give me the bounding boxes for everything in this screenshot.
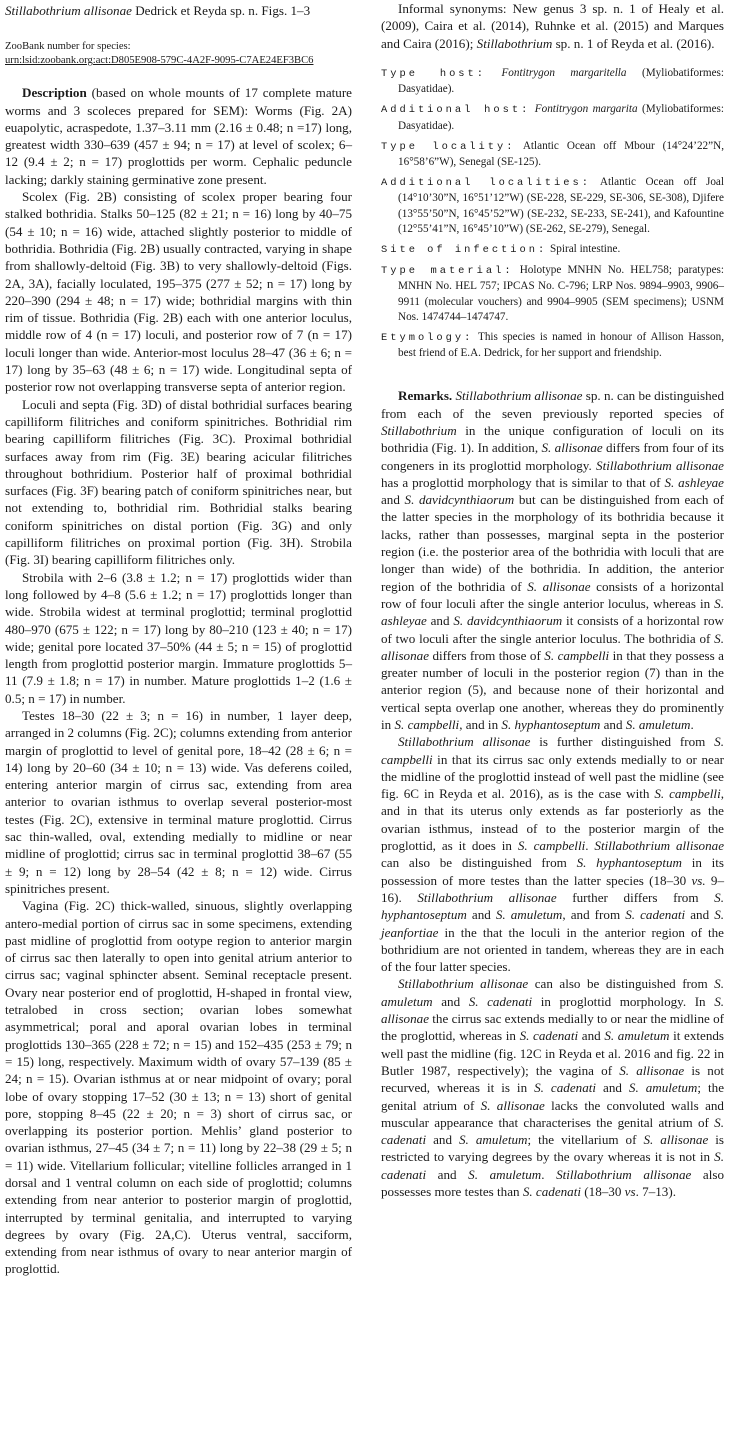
- italic-taxon-text: S. cadenati: [519, 1028, 579, 1044]
- text-run: and: [466, 907, 496, 923]
- type-locality-entry: [381, 139, 724, 170]
- text-run: can also be distinguished from: [381, 855, 577, 871]
- italic-taxon-text: Stillabothrium allisonae: [5, 3, 132, 18]
- etymology-entry: [381, 330, 724, 361]
- text-run: ; the genital atrium of: [381, 1080, 724, 1113]
- italic-taxon-text: S. hyphantoseptum: [381, 889, 724, 923]
- zoobank-link[interactable]: urn:lsid:zoobank.org:act:D805E908-579C-4A2F-9095-C7AE24EF3BC6: [5, 55, 314, 67]
- text-run: ; the vitellarium of: [527, 1132, 644, 1148]
- text-run: and: [578, 1028, 605, 1044]
- italic-taxon-text: vs: [624, 1184, 636, 1199]
- additional-localities-label: Additional localities:: [381, 177, 591, 190]
- loculi-septa-paragraph: [5, 396, 352, 569]
- text-run: This species is named in honour of Allison Hasson, best friend of E.A. Dedrick, for her support and friendship.: [398, 330, 724, 360]
- text-run: sp. n. can be distinguished from each of the seven previously reported species of: [381, 388, 724, 421]
- text-run: Spiral intestine.: [547, 242, 621, 255]
- type-host-entry: [381, 66, 724, 97]
- text-run: 9–16).: [381, 872, 724, 905]
- text-run: (based on whole mounts of 17 complete mature worms and 3 scoleces prepared for SEM): Worms (Fig. 2A) euapolytic, acraspedote, 1.37–3.11 mm (2.16 ± 0.48; n =17) long, greatest width 330–639 (457 ± 94; n = 17) at level of scolex; 6–12 (9.4 ± 2; n = 17) proglottids per worm. Cephalic peduncle lacking; darkly staining germinative zone present.: [5, 85, 352, 187]
- italic-taxon-text: S. cadenati: [522, 1184, 582, 1199]
- text-run: .: [541, 1166, 557, 1182]
- italic-taxon-text: S. amuletum: [625, 716, 691, 732]
- italic-taxon-text: Stillabothrium: [381, 422, 457, 438]
- left-column: [5, 0, 352, 1278]
- right-column: [381, 0, 724, 1200]
- text-run: [486, 67, 501, 79]
- text-run: in proglottid morphology. In: [532, 993, 715, 1009]
- text-run: differs from those of: [429, 647, 545, 663]
- additional-localities-entry: [381, 175, 724, 237]
- text-run: , and from: [562, 907, 626, 923]
- text-run: (18–30: [581, 1184, 625, 1199]
- text-run: Holotype MNHN No. HEL758; paratypes: MNHN No. HEL 757; IPCAS No. C-796; LRP Nos. 9894–9903, 9906–9911 (molecular vouchers) and 9904–9905 (SEM specimens); USNM Nos. 1474744–1474747.: [398, 264, 725, 323]
- text-run: differs from four of its congeners in its proglottid morphology.: [381, 440, 724, 473]
- remarks-paragraph-2: [381, 733, 724, 975]
- text-run: and: [381, 492, 405, 508]
- remarks-paragraph: [381, 387, 724, 733]
- description-paragraph: [5, 84, 352, 188]
- italic-taxon-text: Stillabothrium allisonae: [398, 734, 531, 750]
- italic-taxon-text: S. amuletum: [381, 976, 724, 1009]
- text-run: in its possession of more testes than the latter species (18–30: [381, 855, 725, 888]
- italic-taxon-text: S. campbelli: [517, 838, 586, 854]
- testes-paragraph: [5, 707, 352, 897]
- text-run: and: [426, 1166, 469, 1182]
- text-run: Testes 18–30 (22 ± 3; n = 16) in number, 1 layer deep, arranged in 2 columns (Fig. 2C); columns extending from anterior margin of proglottid to level of genital pore, 18–42 (28 ± 6; n = 14) long by 20–60 (34 ± 10; n = 13) wide. Vas deferens coiled, entering anterior margin of cirrus sac, extending from area anterior to ovarian isthmus to overlap several posterior-most testes (Fig. 2C), extensive in terminal mature proglottid. Cirrus sac thin-walled, oval, extending medially to midline or near midline of proglottid; cirrus sac in terminal proglottid 38–67 (55 ± 9; n = 12) long by 28–54 (42 ± 8; n = 12) wide. Cirrus spinitriches present.: [5, 707, 352, 896]
- italic-taxon-text: Stillabothrium: [476, 35, 553, 51]
- text-run: the cirrus sac extends medially to or near the midline of the proglottid, whereas in: [381, 1011, 724, 1044]
- italic-taxon-text: S. allisonae: [381, 630, 724, 663]
- italic-taxon-text: S. amuletum: [628, 1080, 698, 1096]
- scolex-paragraph: [5, 188, 352, 396]
- text-run: in the that the loculi in the anterior region of the bothridium are not oriented in tandem, whereas they are in each of the four latter species.: [381, 924, 724, 975]
- text-run: has a proglottid morphology that is similar to that of: [381, 474, 665, 490]
- italic-taxon-text: Stillabothrium allisonae: [594, 838, 725, 854]
- text-run: sp. n. 1 of Reyda et al. (2016).: [552, 35, 715, 51]
- site-of-infection-entry: [381, 242, 724, 258]
- text-run: in the unique configuration of loculi on its bothridia (Fig. 1). In addition,: [381, 422, 724, 456]
- text-run: .: [585, 838, 595, 854]
- italic-taxon-text: Fontitrygon margarita: [534, 103, 638, 116]
- text-run: and: [432, 993, 469, 1009]
- italic-taxon-text: S. davidcynthiaorum: [453, 613, 563, 629]
- italic-taxon-text: S. campbelli: [394, 716, 460, 732]
- vagina-paragraph: [5, 897, 352, 1278]
- italic-taxon-text: vs.: [691, 872, 706, 888]
- italic-taxon-text: S. ashleyae: [381, 595, 724, 629]
- italic-taxon-text: S. cadenati: [625, 907, 686, 923]
- additional-host-entry: [381, 102, 724, 133]
- text-run: Informal synonyms: New genus 3 sp. n. 1 of Healy et al. (2009), Caira et al. (2014), Ruhnke et al. (2015) and Marques and Caira (2016);: [381, 1, 724, 51]
- italic-taxon-text: Stillabothrium allisonae: [556, 1166, 692, 1182]
- italic-taxon-text: S. cadenati: [381, 1114, 724, 1148]
- text-run: also possesses more testes than: [381, 1166, 725, 1199]
- italic-taxon-text: Stillabothrium allisonae: [398, 976, 529, 992]
- text-run: Dedrick et Reyda sp. n. Figs. 1–3: [131, 3, 311, 18]
- text-run: Atlantic Ocean off Joal (14°10’30”N, 16°51’12”W) (SE-228, SE-229, SE-306, SE-308), Djifere (13°55’50”N, 16°45’52”W) (SE-232, SE-233, SE-241), and Kafountine (12°55’41”N, 16°45’10”W) (SE-262, SE-279), Senegal.: [398, 176, 724, 235]
- text-run: is further distinguished from: [530, 734, 715, 750]
- bold-run-in-heading: Remarks.: [398, 388, 453, 404]
- text-run: lacks the convoluted walls and muscular appearance that characterises the genital atrium of: [381, 1097, 724, 1130]
- text-run: is not recurved, whereas it is in: [381, 1062, 725, 1096]
- italic-taxon-text: S. hyphantoseptum: [576, 855, 682, 871]
- text-run: further differs from: [556, 889, 715, 905]
- italic-taxon-text: S. cadenati: [468, 993, 533, 1009]
- italic-taxon-text: S. hyphantoseptum: [501, 716, 601, 732]
- italic-taxon-text: S. cadenati: [534, 1080, 597, 1096]
- text-run: and: [596, 1080, 629, 1096]
- site-of-infection-value: [547, 243, 620, 255]
- text-run: , and in that its uterus only extends as far posteriorly as the ovarian isthmus, instead of to the posterior margin of the proglottid, as it does in: [381, 786, 724, 854]
- type-material-entry: [381, 263, 724, 325]
- etymology-label: Etymology:: [381, 331, 474, 344]
- text-run: Vagina (Fig. 2C) thick-walled, sinuous, slightly overlapping antero-medial portion of cirrus sac in some specimens, extending past midline of proglottid from ootype region to anterior margin of cirrus sac then laterally to open into genital atrium anterior to cirrus sac; vaginal sphincter absent. Seminal receptacle present. Ovary near posterior end of proglottid, H-shaped in frontal view, tetralobed in cross section; ovarian lobes somewhat asymmetrical; poral and aporal ovarian lobes in terminal proglottids 130–365 (228 ± 72; n = 15) and 152–435 (253 ± 79; n = 15) long, respectively. Maximum width of ovary 57–139 (85 ± 24; n = 15). Ovarian isthmus at or near midpoint of ovary; poral lobe of ovary stopping 17–52 (30 ± 13; n = 13) short of genital pore, stopping 8–45 (22 ± 20; n = 3) short of cirrus sac, or overlapping its posterior portion. Mehlis’ gland posterior to ovarian isthmus, 27–45 (34 ± 7; n = 11) long by 22–38 (29 ± 5; n = 11) wide. Vitellarium follicular; vitelline follicles arranged in 1 dorsal and 1 ventral column on each side of proglottid; columns extending from near anterior to posterior margin of proglottid, interrupted by terminal genitalia, and interrupted to varying degrees by ovary (Fig. 2A,C). Uterus ventral, sacciform, extending from near isthmus of ovary to near anterior margin of proglottid.: [5, 898, 352, 1277]
- italic-taxon-text: S. jeanfortiae: [381, 907, 725, 940]
- text-run: . 7–13).: [635, 1184, 676, 1199]
- text-run: and: [685, 907, 715, 923]
- italic-taxon-text: S. ashleyae: [664, 474, 724, 490]
- italic-taxon-text: S. campbelli: [544, 647, 610, 663]
- italic-taxon-text: S. campbelli: [381, 734, 724, 767]
- strobila-paragraph: [5, 569, 352, 707]
- text-run: Atlantic Ocean off Mbour (14°24’22”N, 16°58’6”W), Senegal (SE-125).: [398, 139, 724, 168]
- text-run: is restricted to varying degrees by the ovary whereas it is not in: [381, 1132, 725, 1165]
- informal-synonyms: [381, 0, 724, 52]
- italic-taxon-text: Stillabothrium allisonae: [417, 889, 557, 905]
- text-run: in that its cirrus sac only extends medially to or near the midline of the proglottid instead of well past the midline (see fig. 6C in Reyda et al. 2016), as is the case with: [381, 751, 724, 802]
- text-run: (Myliobatiformes: Dasyatidae).: [398, 103, 724, 132]
- type-locality-label: Type locality:: [381, 140, 516, 153]
- italic-taxon-text: S. allisonae: [381, 993, 725, 1027]
- text-run: it extends well past the midline (fig. 12C in Reyda et al. 2016 and fig. 22 in Butler 1987, respectively); the vagina of: [381, 1028, 725, 1078]
- text-run: and: [426, 1132, 459, 1148]
- text-run: (Myliobatiformes: Dasyatidae).: [398, 66, 724, 96]
- type-material-label: Type material:: [381, 265, 514, 278]
- italic-taxon-text: S. allisonae: [619, 1062, 685, 1078]
- text-run: .: [690, 716, 694, 732]
- remarks-paragraph-3: [381, 975, 724, 1200]
- text-run: can also be distinguished from: [528, 976, 715, 992]
- type-host-label: Type host:: [381, 67, 487, 80]
- italic-taxon-text: S. allisonae: [527, 578, 591, 594]
- italic-taxon-text: S. campbelli: [654, 786, 721, 802]
- zoobank-label: ZooBank number for species:: [5, 41, 131, 53]
- italic-taxon-text: S. davidcynthiaorum: [404, 492, 515, 508]
- italic-taxon-text: S. amuletum: [495, 907, 563, 923]
- italic-taxon-text: S. allisonae: [541, 440, 603, 456]
- species-heading: [5, 2, 352, 19]
- text-run: and: [600, 716, 626, 732]
- text-run: and: [426, 613, 454, 629]
- text-run: consists of a horizontal row of four loculi after the single anterior loculus, whereas in: [381, 578, 725, 611]
- text-run: , and in: [459, 716, 502, 732]
- italic-taxon-text: Stillabothrium allisonae: [596, 457, 724, 473]
- italic-taxon-text: S. allisonae: [480, 1097, 545, 1113]
- italic-taxon-text: S. allisonae: [643, 1132, 709, 1148]
- additional-host-label: Additional host:: [381, 104, 531, 117]
- italic-taxon-text: S. amuletum: [468, 1166, 542, 1182]
- text-run: Scolex (Fig. 2B) consisting of scolex proper bearing four stalked bothridia. Stalks 50–125 (82 ± 21; n = 16) long by 40–75 (54 ± 10; n = 16) wide, attached slightly posterior to middle of bothridia. Bothridia (Fig. 2B) usually contracted, varying in shape from shallowly-deltoid (Fig. 3B) to very shallowly-deltoid (Figs. 2A, 3A), facially loculated, 195–375 (277 ± 52; n = 17) long by 220–390 (294 ± 48; n = 17) wide; bothridial margins with thin rim of tissue. Bothridia (Fig. 2B) each with one anterior loculus, middle row of 4 (n = 17) loculi, and posterior row of 7 (n = 17) loculi longer than wide. Anterior-most loculus 28–47 (36 ± 6; n = 17) long by 35–63 (48 ± 6; n = 17) wide. Longitudinal septa of posterior row not overlapping transverse septa of anterior region.: [5, 189, 352, 395]
- italic-taxon-text: S. amuletum: [459, 1132, 528, 1148]
- text-run: Loculi and septa (Fig. 3D) of distal bothridial surfaces bearing capilliform filitriches and coniform spinitriches. Bothridial rim bearing capilliform filitriches (Fig. 3C). Proximal bothridial surfaces away from rim (Fig. 3E) bearing acicular filitriches throughout bothridium. Posterior half of proximal bothridial surfaces (Fig. 3F) bearing patch of coniform spinitriches near, but not extending to, bothridial rim. Bothridial stalks bearing coniform spinitriches on distal portion (Fig. 3G) and only capilliform filitriches on proximal portion (Fig. 3H). Strobila (Fig. 3I) bearing capilliform filitriches only.: [5, 396, 352, 568]
- italic-taxon-text: Fontitrygon margaritella: [501, 66, 627, 79]
- bold-run-in-heading: Description: [22, 85, 87, 101]
- text-run: but can be distinguished from each of the latter species in the morphology of its bothridia because it lacks, rather than possesses, marginal septa in the posterior region (i.e. the posterior area of the bothridia with loculi that are longer than wide) of the bothridia. In addition, the anterior region of the bothridia of: [381, 492, 724, 594]
- italic-taxon-text: Stillabothrium allisonae: [455, 388, 583, 404]
- text-run: it consists of a horizontal row of two loculi after the single anterior loculus. The bothridia of: [381, 613, 724, 646]
- text-run: in that they possess a greater number of loculi in the posterior region (7) than in the anterior region (5), and because none of their horizontal and vertical septa overlap one another, whereas they do prominently in: [381, 647, 724, 732]
- site-of-infection-label: Site of infection:: [381, 243, 548, 256]
- italic-taxon-text: S. amuletum: [604, 1028, 670, 1044]
- italic-taxon-text: S. cadenati: [381, 1149, 724, 1182]
- text-run: Strobila with 2–6 (3.8 ± 1.2; n = 17) proglottids wider than long followed by 4–8 (5.6 ± 1.2; n = 17) proglottids longer than wide. Strobila widest at terminal proglottid; terminal proglottid 480–970 (675 ± 122; n = 17) long by 80–210 (123 ± 40; n = 17) wide; genital pore located 37–50% (44 ± 5; n = 15) of proglottid length from proglottid posterior margin. Immature proglottids 5–11 (7.9 ± 1.8; n = 17) in number. Mature proglottids 1–2 (1.6 ± 0.5; n = 17) in number.: [5, 569, 352, 706]
